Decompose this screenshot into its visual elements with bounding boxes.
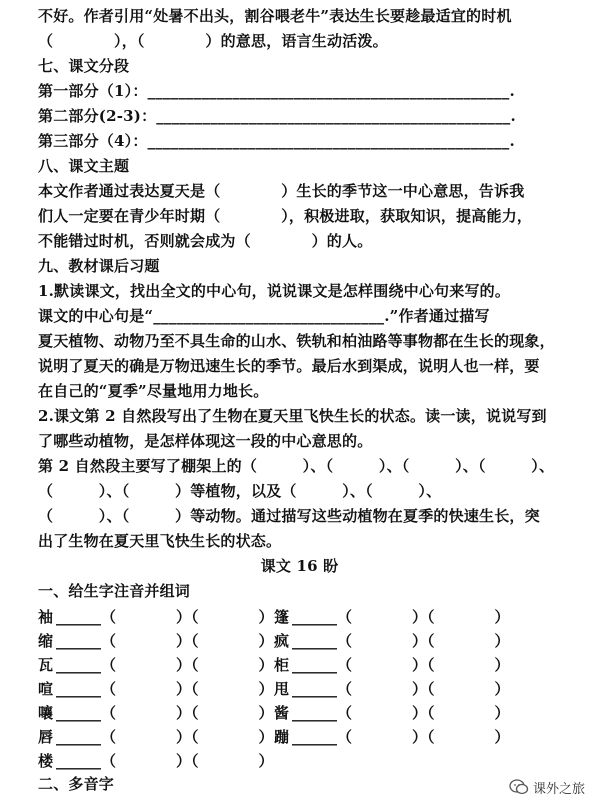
char-blank: ______（ ）（ ） [56,680,274,698]
text-line: 1.默读课文，找出全文的中心句，说说课文是怎样围绕中心句来写的。 [38,282,511,300]
text-line: 夏天植物、动物乃至不具生命的山水、铁轨和柏油路等事物都在生长的现象， [38,332,555,350]
text-line: 了哪些动植物，是怎样体现这一段的中心意思的。 [38,432,373,450]
text-line: 第二部分(2-3)：______________________________________________. [38,107,516,125]
text-line: 第三部分（4）：_______________________________________________. [38,132,515,150]
char-right: 酱 [274,704,290,722]
char-right: 蹦 [274,728,290,746]
char-left: 袖 [38,608,54,626]
char-left: 嚷 [38,704,54,722]
text-line: 不能错过时机，否则就会成为（ ）的人。 [38,232,373,250]
char-left: 瓦 [38,656,54,674]
char-blank: ______（ ）（ ） [56,656,274,674]
char-left: 楼 [38,752,54,770]
char-left: 缩 [38,632,54,650]
lesson-title: 课文 16 盼 [260,557,339,575]
char-blank: ______（ ）（ ） [292,608,510,626]
char-blank: ______（ ）（ ） [56,632,274,650]
char-right: 柜 [274,656,290,674]
section-heading: 二、多音字 [38,775,115,793]
char-left: 喧 [38,680,54,698]
char-blank: ______（ ）（ ） [56,728,274,746]
text-line: （ ）、（ ）等动物。通过描写这些动植物在夏季的快速生长，突 [38,507,540,525]
char-blank: ______（ ）（ ） [292,728,510,746]
text-line: （ ）、（ ）等植物，以及（ ）、（ ）、 [38,482,442,500]
char-blank: ______（ ）（ ） [292,656,510,674]
char-left: 唇 [38,728,54,746]
text-line: 说明了夏天的确是万物迅速生长的季节。最后水到渠成，说明人也一样，要 [38,357,540,375]
char-blank: ______（ ）（ ） [292,632,510,650]
char-right: 疯 [274,632,290,650]
char-blank: ______（ ）（ ） [56,752,274,770]
section-heading: 一、给生字注音并组词 [38,582,191,600]
section-heading: 九、教材课后习题 [38,257,160,275]
char-blank: ______（ ）（ ） [292,680,510,698]
text-line: 2.课文第 2 自然段写出了生物在夏天里飞快生长的状态。读一读，说说写到 [38,407,547,425]
char-blank: ______（ ）（ ） [56,608,274,626]
text-line: 第 2 自然段主要写了棚架上的（ ）、（ ）、（ ）、（ ）、 [38,457,555,475]
wechat-icon [509,778,529,796]
text-line: 们人一定要在青少年时期（ ），积极进取，获取知识，提高能力， [38,207,533,225]
text-line: 第一部分（1）：_______________________________________________. [38,82,515,100]
text-line: （ ），（ ）的意思，语言生动活泼。 [38,32,388,50]
text-line: 出了生物在夏天里飞快生长的状态。 [38,532,282,550]
char-right: 篷 [274,608,290,626]
text-line: 课文的中心句是“______________________________.”作者通过描写 [38,307,490,325]
section-heading: 七、课文分段 [38,57,130,75]
watermark [509,775,585,799]
char-blank: ______（ ）（ ） [56,704,274,722]
char-right: 甩 [274,680,290,698]
section-heading: 八、课文主题 [38,157,130,175]
char-blank: ______（ ）（ ） [292,704,510,722]
text-line: 不好。作者引用“处暑不出头，割谷喂老牛”表达生长要趁最适宜的时机 [38,7,512,25]
text-line: 在自己的“夏季”尽量地用力地长。 [38,382,269,400]
text-line: 本文作者通过表达夏天是（ ）生长的季节这一中心意思，告诉我 [38,182,525,200]
watermark-text: 课外之旅 [532,781,585,797]
